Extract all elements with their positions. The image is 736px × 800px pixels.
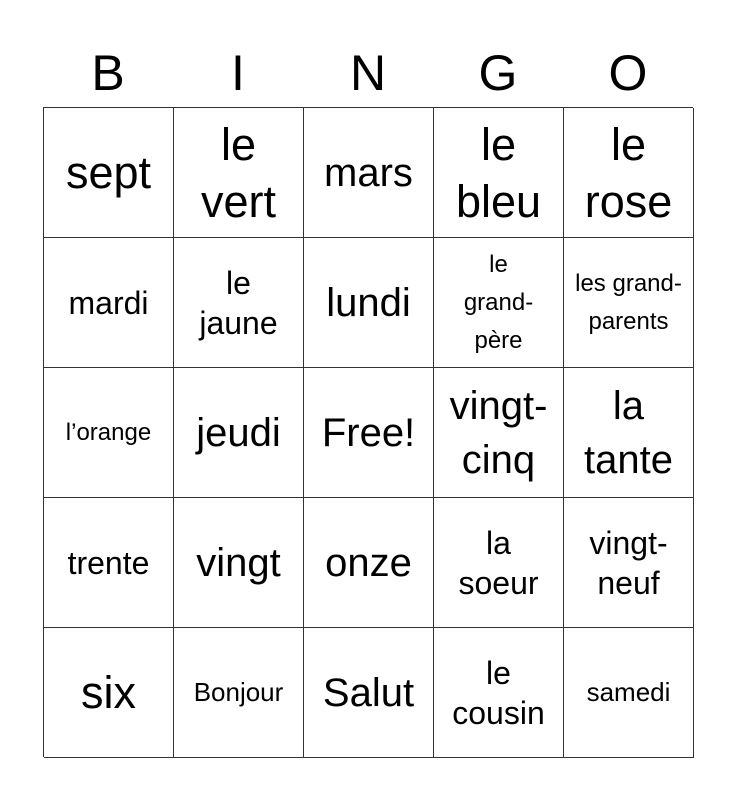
cell-text: Salut (322, 670, 415, 715)
cell-text: vingt-neuf (589, 524, 668, 601)
bingo-cell[interactable] (304, 238, 434, 368)
cell-text: le grand-père (463, 250, 534, 354)
cell-text: six (81, 667, 136, 718)
bingo-cell[interactable] (304, 628, 434, 758)
cell-text: la soeur (458, 524, 539, 601)
cell-text: jeudi (196, 410, 281, 455)
bingo-cell[interactable] (174, 628, 304, 758)
cell-text: le vert (200, 118, 276, 227)
bingo-cell[interactable] (304, 108, 434, 238)
cell-text: le rose (584, 118, 673, 227)
bingo-cell[interactable] (434, 368, 564, 498)
header-letter-b: B (91, 45, 125, 101)
cell-text: mardi (68, 284, 149, 321)
cell-text: le cousin (452, 654, 545, 731)
cell-text: la tante (584, 383, 673, 482)
header-letter-o: O (608, 45, 648, 101)
cell-text: les grand-parents (575, 269, 682, 335)
bingo-cell[interactable] (174, 368, 304, 498)
bingo-cell[interactable] (44, 628, 174, 758)
cell-text: vingt-cinq (449, 383, 548, 482)
cell-text: vingt (196, 540, 281, 585)
bingo-cell[interactable] (44, 108, 174, 238)
cell-text: l’orange (65, 418, 152, 446)
cell-text: Free! (321, 410, 416, 455)
header-letter-i: I (231, 45, 245, 101)
bingo-cell[interactable] (434, 108, 564, 238)
bingo-cell[interactable] (434, 628, 564, 758)
bingo-cell[interactable] (174, 108, 304, 238)
free-cell[interactable] (304, 368, 434, 498)
cell-text: Bonjour (193, 677, 284, 707)
bingo-cell[interactable] (44, 238, 174, 368)
bingo-cell[interactable] (564, 498, 694, 628)
header-letter-n: N (349, 45, 387, 101)
cell-text: le jaune (199, 264, 278, 341)
bingo-cell[interactable] (564, 368, 694, 498)
bingo-cell[interactable] (434, 498, 564, 628)
bingo-cell[interactable] (564, 628, 694, 758)
header-letter-g: G (478, 45, 518, 101)
bingo-cell[interactable] (304, 498, 434, 628)
bingo-header (43, 38, 693, 108)
bingo-cell[interactable] (44, 498, 174, 628)
cell-text: le bleu (455, 118, 542, 227)
bingo-cell[interactable] (44, 368, 174, 498)
cell-text: mars (324, 150, 413, 195)
bingo-grid (43, 107, 693, 757)
bingo-cell[interactable] (564, 238, 694, 368)
cell-text: samedi (586, 677, 671, 707)
bingo-cell[interactable] (174, 498, 304, 628)
bingo-cell[interactable] (564, 108, 694, 238)
cell-text: onze (325, 540, 412, 585)
bingo-cell[interactable] (174, 238, 304, 368)
cell-text: trente (67, 544, 150, 581)
bingo-cell[interactable] (434, 238, 564, 368)
cell-text: lundi (326, 280, 411, 325)
cell-text: sept (65, 147, 152, 198)
